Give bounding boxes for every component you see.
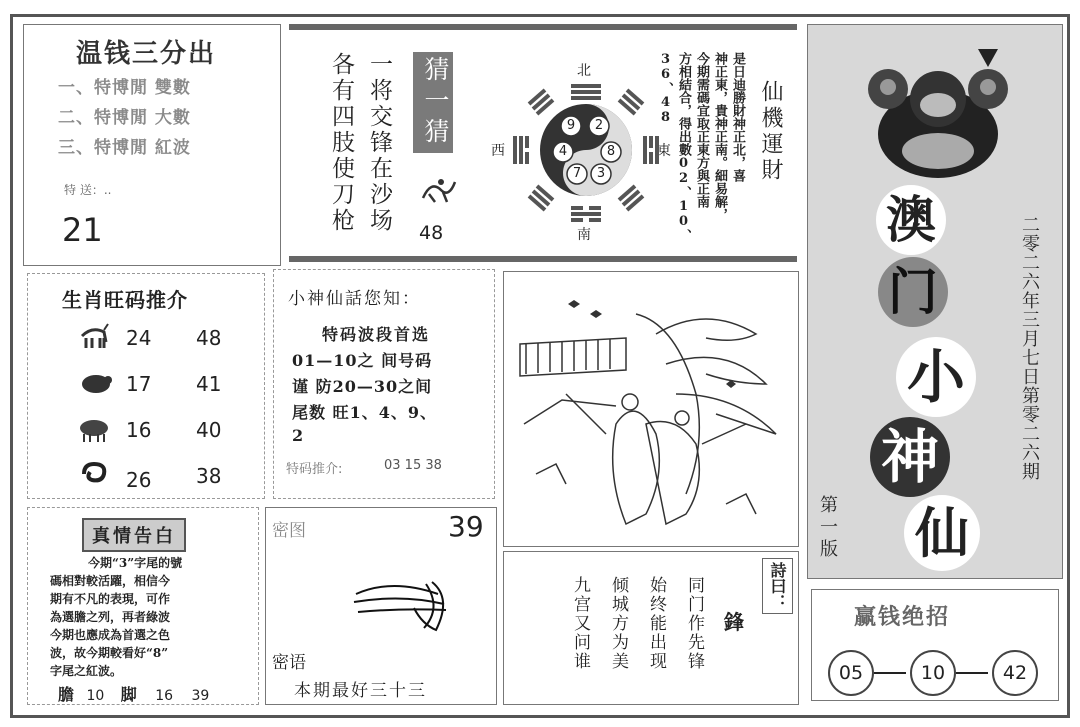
zodiac-panel [27, 273, 265, 499]
secret-label: 密图 [272, 521, 306, 541]
rat-icon [78, 370, 114, 396]
tip-line-1: 特码波段首选 [322, 325, 431, 344]
bagua-east: 東 [657, 143, 671, 159]
bagua-west: 西 [491, 143, 505, 159]
zodiac-num-b: 40 [196, 418, 222, 442]
winning-title: 赢钱绝招 [854, 605, 951, 630]
riddle-title: 猜一猜 [413, 52, 453, 153]
brand-panel [807, 24, 1063, 579]
lottery-sheet [10, 14, 1070, 718]
edition-label: 第一版 [817, 495, 838, 561]
secret-sketch [352, 568, 472, 638]
zodiac-num-a: 17 [126, 372, 152, 396]
riddle-panel [289, 24, 797, 262]
winning-num-3: 42 [992, 650, 1038, 696]
zodiac-row-2 [78, 368, 238, 398]
brand-char-5: 仙 [904, 495, 980, 571]
jiao-value: 16 [155, 688, 174, 704]
fortune-text-col-4: 方相結合，得出數02、10、 [676, 52, 691, 242]
bagua-num-6: 3 [596, 166, 606, 181]
issue-date: 二零二六年三月七日第零二六期 [1019, 215, 1040, 481]
snake-icon [78, 460, 110, 488]
bagua-diagram [491, 60, 671, 243]
hint-number: 21 [62, 211, 103, 249]
fortune-title: 仙機運財 [758, 80, 783, 184]
poem-col-2: 始终能出现 [646, 576, 666, 671]
hint-note: 特 送：.. [64, 183, 112, 197]
bagua-south: 南 [577, 227, 591, 243]
confession-line-3: 期有不凡的表現，可作 [50, 592, 171, 606]
hint-line-2: 二、特博閒 大數 [58, 108, 191, 128]
dan-value: 10 [86, 688, 105, 704]
bagua-num-2: 2 [594, 118, 604, 133]
secret-phrase-label: 密语 [272, 653, 306, 673]
buddha-image [848, 39, 1028, 189]
confession-numbers [58, 682, 209, 705]
confession-line-2: 碼相對較活躍，相信今 [50, 574, 171, 588]
zodiac-row-1 [78, 322, 238, 352]
zodiac-num-b: 38 [196, 464, 222, 488]
secret-image-panel [265, 507, 497, 705]
fortune-text-col-1: 是日迪勝財神正北，喜 [730, 52, 745, 182]
riddle-answer: 48 [419, 222, 444, 244]
hint-line-1: 一、特博閒 雙數 [58, 78, 191, 98]
winning-numbers-panel [811, 589, 1059, 701]
winning-dash-1 [874, 672, 906, 674]
zodiac-row-4 [78, 460, 238, 490]
zodiac-num-a: 26 [126, 468, 152, 492]
illustration-panel [503, 271, 799, 547]
dragon-icon [419, 172, 459, 206]
brand-char-2: 门 [878, 257, 948, 327]
tip-recommend-label: 特码推介: [286, 462, 343, 477]
jiao-label: 脚 [120, 685, 137, 704]
confession-line-6: 波，故今期較看好“8” [50, 646, 169, 660]
secret-number: 39 [448, 510, 484, 543]
poem-col-1: 各有四肢使刀枪 [328, 52, 354, 234]
poem-label: 詩曰： [762, 558, 793, 614]
fortune-text-col-3: 今期需碼宜取正東方與正南 [694, 52, 709, 208]
tip-panel [273, 269, 495, 499]
bagua-num-1: 9 [566, 118, 576, 133]
poem-col-4: 九宫又问谁 [570, 576, 590, 671]
zodiac-num-b: 41 [196, 372, 222, 396]
extra-value: 39 [191, 688, 210, 704]
goat-icon [78, 322, 110, 350]
ox-icon [78, 416, 112, 442]
winning-num-1: 05 [828, 650, 874, 696]
zodiac-num-b: 48 [196, 326, 222, 350]
warriors-illustration [506, 274, 796, 544]
brand-char-3: 小 [896, 337, 976, 417]
zodiac-title: 生肖旺码推介 [62, 288, 188, 312]
fortune-text-col-2: 神正東，貴神正南。細易解， [712, 52, 727, 221]
brand-char-1: 澳 [876, 185, 946, 255]
winning-dash-2 [956, 672, 988, 674]
tip-line-3: 谨 防20—30之间 [292, 377, 433, 396]
zodiac-row-3 [78, 414, 238, 444]
poem-title: 鋒 [724, 610, 744, 634]
bagua-num-5: 7 [572, 166, 582, 181]
winning-num-2: 10 [910, 650, 956, 696]
fortune-text-col-5: 36、48 [658, 52, 673, 125]
confession-line-4: 為選膽之列，再者綠波 [50, 610, 171, 624]
poem-col-1: 同门作先锋 [684, 576, 704, 671]
dan-label: 膽 [58, 685, 75, 704]
brand-char-4: 神 [870, 417, 950, 497]
confession-title: 真情告白 [82, 518, 186, 552]
hint-line-3: 三、特博閒 紅波 [58, 138, 191, 158]
bagua-numbers [501, 60, 671, 240]
tip-recommend-value: 03 15 38 [384, 458, 442, 473]
secret-phrase: 本期最好三十三 [294, 681, 427, 701]
confession-line-1: 今期“3”字尾的號 [88, 556, 183, 570]
confession-panel [27, 507, 259, 705]
tip-line-2: 01—10之 间号码 [292, 351, 433, 370]
confession-line-5: 今期也應成為首選之色 [50, 628, 171, 642]
bagua-num-4: 8 [606, 144, 616, 159]
hint-title: 温钱三分出 [76, 39, 217, 69]
zodiac-num-a: 24 [126, 326, 152, 350]
poem-col-2: 一将交锋在沙场 [366, 52, 392, 234]
bagua-north: 北 [577, 63, 591, 79]
hint-panel [23, 24, 281, 266]
tip-title: 小神仙話您知： [288, 289, 421, 309]
tip-line-5: 2 [292, 426, 304, 445]
bagua-num-3: 4 [558, 144, 568, 159]
poem-col-3: 倾城方为美 [608, 576, 628, 671]
tip-line-4: 尾数 旺1、4、9、 [292, 403, 437, 422]
confession-line-7: 字尾之紅波。 [50, 664, 123, 678]
poem-panel [503, 551, 799, 705]
zodiac-num-a: 16 [126, 418, 152, 442]
